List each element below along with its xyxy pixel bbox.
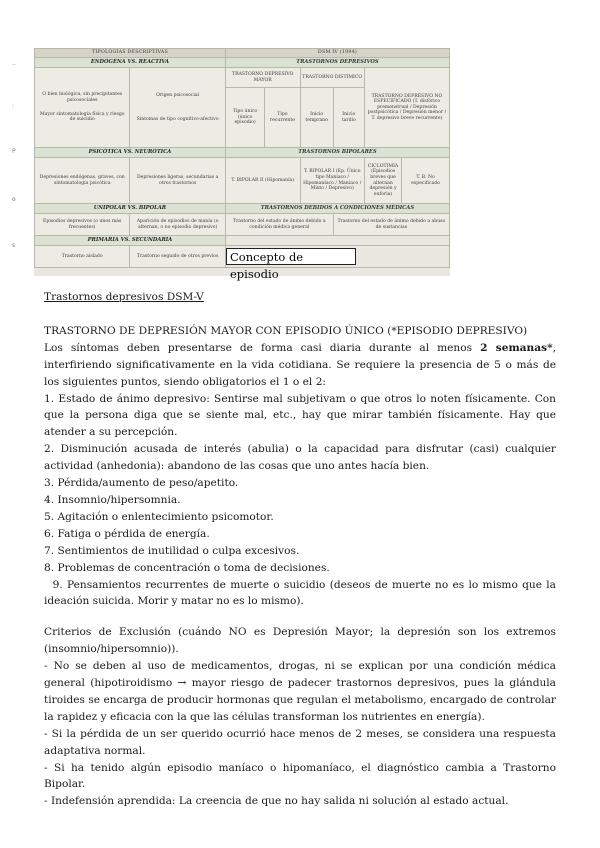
section-endogena: ENDÓGENA VS. REACTIVA (35, 58, 226, 68)
margin-mark: : (12, 103, 15, 110)
cell-distimico: TRASTORNO DISTÍMICO (300, 68, 364, 88)
cell-mayor-unico: Tipo único (único episodio) (225, 88, 264, 148)
intro-bold: 2 semanas* (480, 341, 553, 354)
symptom-item: 4. Insomnio/hipersomnia. (44, 493, 181, 506)
cell-bipolar-i: T. BIPOLAR I (Ep. Único tipo Maníaco / Hipomaníaco / Maníaco / Mixto / Depresivo) (300, 158, 364, 204)
symptom-item: 1. Estado de ánimo depresivo: Sentirse mal subjetivam o que otros lo noten físicamente. Con que la persona diga que se siente mal, etc., hay que mirar también físicamente. Hay que atender a su percepción. (44, 392, 556, 439)
cell-primaria: Trastorno aislado (35, 246, 130, 268)
symptom-item: 8. Problemas de concentración o toma de decisiones. (44, 561, 330, 574)
symptom-item: 2. Disminución acusada de interés (abulia) o la capacidad para disfrutar (casi) cualquier actividad (anhedonia): abandono de las cosas que uno antes hacía bien. (44, 443, 556, 473)
section-heading: TRASTORNO DE DEPRESIÓN MAYOR CON EPISODIO ÚNICO (*EPISODIO DEPRESIVO) (44, 324, 528, 337)
cell-text: Origen psicosocial (156, 92, 200, 98)
symptom-item: 6. Fatiga o pérdida de energía. (44, 527, 210, 540)
cell-dist-temprano: Inicio temprano (300, 88, 333, 148)
section-trastornos-bipolares: TRASTORNOS BIPOLARES (225, 148, 449, 158)
spacer (44, 610, 556, 624)
cell-bipolar: Aparición de episodios de manía (o alternan, o no episodio depresivo) (130, 214, 225, 236)
symptom-item: 5. Agitación o enlentecimiento psicomotor. (44, 510, 274, 523)
cell-neurotica: Depresiones ligeras, secundarias a otros trastornos (130, 158, 225, 204)
classification-table-image (34, 48, 450, 276)
symptom-item: 9. Pensamientos recurrentes de muerte o suicidio (deseos de muerte no es lo mismo que la ideación suicida. Morir y matar no es lo mismo). (44, 578, 560, 608)
intro-text: , interfiriendo significativamente en la vida cotidiana. Se requiere la presencia de 5 o más de los siguientes puntos, siendo obligatorios el 1 o el 2: (44, 341, 556, 388)
intro-text: Los síntomas deben presentarse de forma casi diaria durante al menos (44, 341, 481, 354)
margin-mark: P (12, 148, 16, 155)
document-body (44, 289, 560, 810)
cell-depresivo-mayor: TRASTORNO DEPRESIVO MAYOR (225, 68, 300, 88)
section-condiciones-medicas: TRASTORNOS DEBIDOS A CONDICIONES MÉDICAS (225, 204, 449, 214)
cell-unipolar: Episodios depresivos (o unos más frecuentes) (35, 214, 130, 236)
cell-dist-tardio: Inicio tardío (333, 88, 364, 148)
margin-marks (0, 48, 34, 276)
classification-table (34, 48, 450, 268)
section-primaria: PRIMARIA VS. SECUNDARIA (35, 236, 226, 246)
criteria-heading: Criterios de Exclusión (cuándo NO es Depresión Mayor; la depresión son los extremos (insomnio/hipersomnio)). (44, 626, 556, 656)
criteria-item: - No se deben al uso de medicamentos, drogas, ni se explican por una condición médica general (hipotiroidismo → mayor riesgo de padecer trastornos depresivos, pues la glándula tiroides se encarga de producir hormonas que regulan el metabolismo, encargado de controlar la rapidez y eficacia con la que las células transforman los nutrientes en energía). (44, 660, 556, 723)
cell-abuso-sustancias: Trastorno del estado de ánimo debido a abuso de sustancias (333, 214, 449, 236)
cell-mayor-recurrente: Tipo recurrente (265, 88, 300, 148)
cell-condicion-medica: Trastorno del estado de ánimo debido a condición médica general (225, 214, 333, 236)
margin-mark: .. (12, 60, 16, 67)
header-tipologias: TIPOLOGÍAS DESCRIPTIVAS (35, 49, 226, 58)
margin-mark: s (12, 242, 16, 249)
cell-psicotica: Depresiones endógenas, graves, con sintomatología psicótica (35, 158, 130, 204)
symptom-item: 7. Sentimientos de inutilidad o culpa excesivos. (44, 544, 300, 557)
cell-ciclotimia: CICLOTIMIA (Episodios breves que alternan depresión y euforia) (364, 158, 401, 204)
cell-reactiva (130, 68, 225, 148)
cell-endogena (35, 68, 130, 148)
image-caption: Concepto de episodio (226, 248, 356, 265)
intro-paragraph (44, 340, 556, 391)
symptom-item: 3. Pérdida/aumento de peso/apetito. (44, 477, 239, 490)
section-trastornos-depresivos: TRASTORNOS DEPRESIVOS (225, 58, 449, 68)
cell-text: Mayor sintomatología física y riesgo de suicidio (39, 111, 125, 123)
margin-mark: o (12, 196, 16, 203)
cell-secundaria: Trastorno seguido de otros previos (130, 246, 225, 268)
section-psicotica: PSICÓTICA VS. NEURÓTICA (35, 148, 226, 158)
cell-bipolar-no-especificado: T. B. No especificado (402, 158, 450, 204)
cell-no-especificado: TRASTORNO DEPRESIVO NO ESPECIFICADO (T. disfórico premenstrual / Depresión postpsicótica / Depresión menor / T. depresivo breve recurrente) (364, 68, 449, 148)
document-title: Trastornos depresivos DSM-V (44, 291, 204, 303)
cell-bipolar-ii: T. BIPOLAR II (Hipomanía) (225, 158, 300, 204)
criteria-item: - Si ha tenido algún episodio maníaco o hipomaníaco, el diagnóstico cambia a Trastorno Bipolar. (44, 761, 556, 791)
cell-text: Síntomas de tipo cognitivo-afectivo (136, 116, 219, 122)
blank-cell (225, 236, 449, 246)
section-unipolar: UNIPOLAR VS. BIPOLAR (35, 204, 226, 214)
criteria-item: - Si la pérdida de un ser querido ocurrió hace menos de 2 meses, se considera una respuesta adaptativa normal. (44, 727, 556, 757)
header-dsm: DSM IV (1994) (225, 49, 449, 58)
criteria-item: - Indefensión aprendida: La creencia de que no hay salida ni solución al estado actual. (44, 795, 509, 808)
cell-text: O bien biológica, sin precipitantes psicosociales (42, 92, 123, 103)
